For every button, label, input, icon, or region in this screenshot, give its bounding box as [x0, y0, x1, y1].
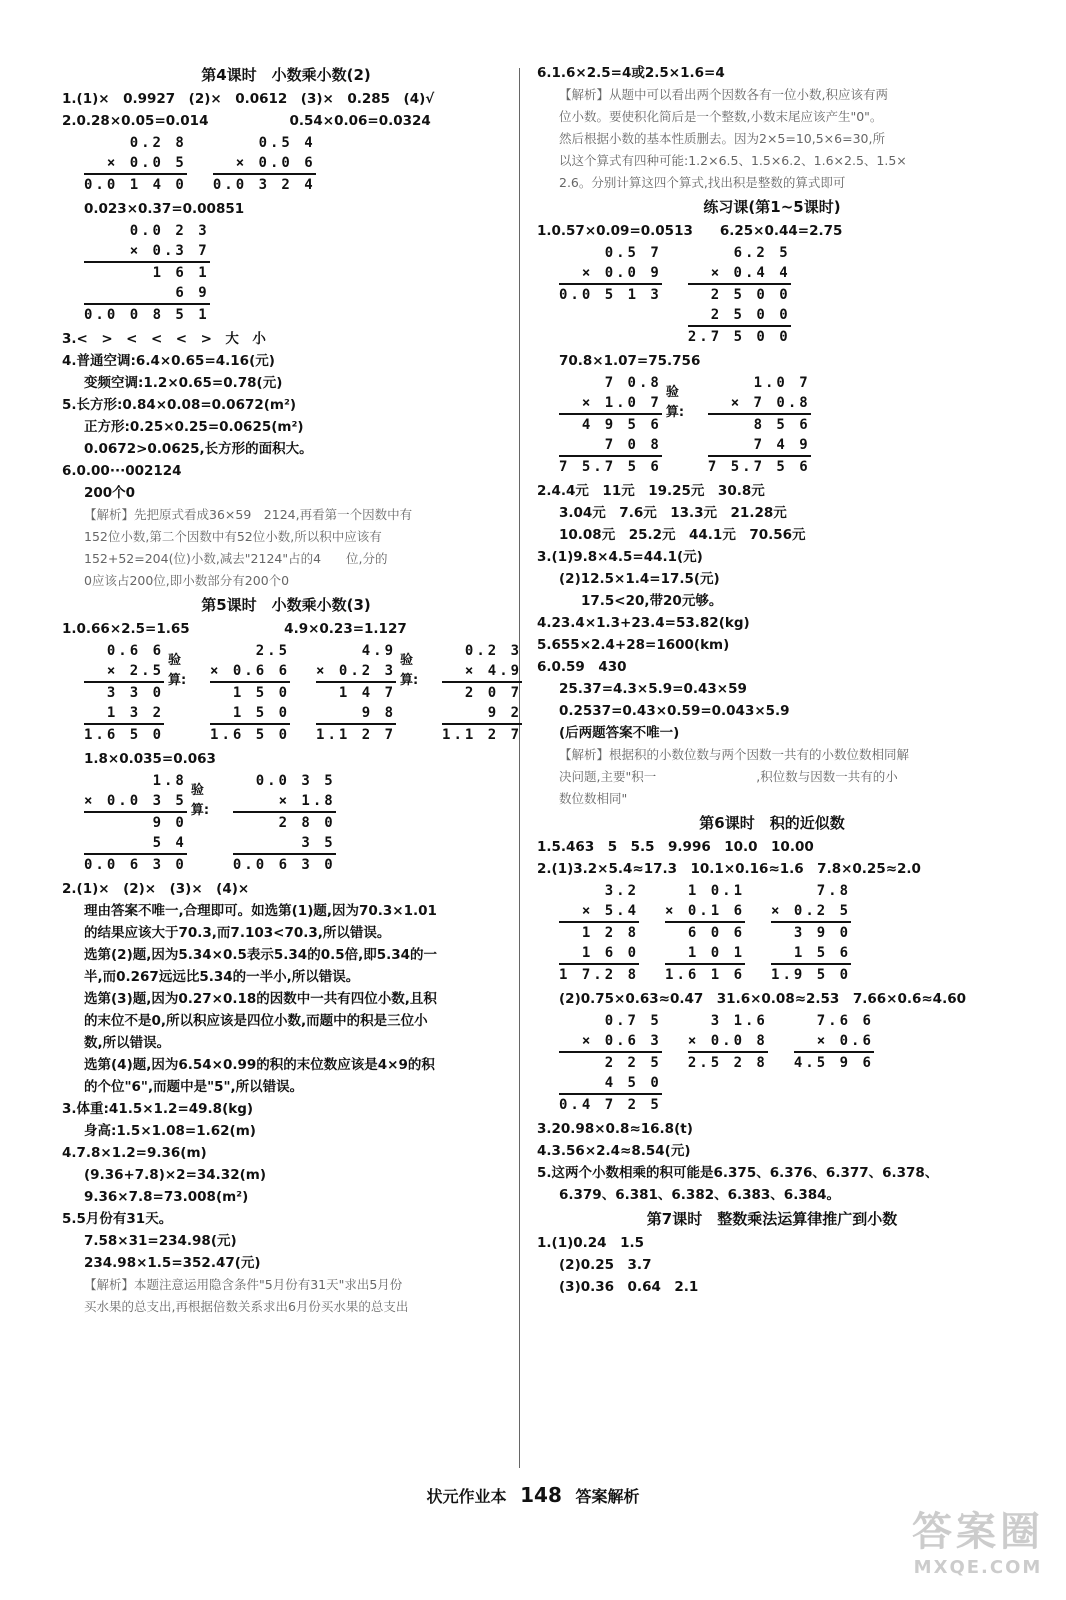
calc-row: 6 9 — [84, 283, 210, 305]
calc-row: × 0.0 5 — [84, 153, 187, 175]
calc-row: 0.7 5 — [604, 1013, 662, 1029]
analysis-note: 买水果的总支出,再根据倍数关系求出6月份买水果的总支出 — [84, 1299, 409, 1314]
answer-line: 9.36×7.8=73.008(m²) — [84, 1189, 249, 1205]
calc-row: 1 7.2 8 — [559, 967, 640, 983]
vertical-calculation — [84, 771, 187, 875]
watermark-url: MXQE.COM — [913, 1557, 1043, 1578]
answer-line: 3.体重:41.5×1.2=49.8(kg) — [62, 1101, 254, 1117]
calc-row: × 0.6 6 — [210, 661, 290, 683]
answer-line: 0.2537=0.43×0.59=0.043×5.9 — [559, 703, 790, 719]
calc-row: 7 4 9 — [708, 435, 811, 457]
answer-line: 1.5.463 5 5.5 9.996 10.0 10.00 — [537, 839, 814, 855]
answer-line: (2)0.25 3.7 — [559, 1257, 652, 1273]
analysis-note: 然后根据小数的基本性质删去。因为2×5=10,5×6=30,所 — [559, 131, 885, 146]
calc-row: × 0.0 8 — [688, 1031, 768, 1053]
calc-row: 1.6 5 0 — [84, 727, 165, 743]
calc-row: 7 5.7 5 6 — [559, 459, 662, 475]
vertical-calculation — [708, 373, 811, 477]
calc-row: 2 8 0 — [278, 815, 336, 831]
answer-line: 1.(1)× 0.9927 (2)× 0.0612 (3)× 0.285 (4)√ — [62, 91, 435, 107]
calc-row: 0.0 0 8 5 1 — [84, 307, 210, 323]
calc-row: 0.0 3 5 — [255, 773, 336, 789]
calc-row: 7 5.7 5 6 — [707, 459, 811, 475]
calc-row: 2.7 5 0 0 — [687, 329, 791, 345]
answer-line: 5.5月份有31天。 — [62, 1211, 173, 1227]
calc-row: 1.9 5 0 — [771, 967, 852, 983]
calc-row: 4 5 0 — [559, 1073, 662, 1095]
footer-title: 答案解析 — [575, 1487, 640, 1506]
calc-row: 2 0 7 — [464, 685, 523, 701]
calc-row: 0.2 3 — [464, 643, 523, 659]
calc-row: × 5.4 — [559, 901, 639, 923]
vertical-calculation-group — [62, 221, 510, 325]
calc-row: 0.0 2 3 — [129, 223, 210, 239]
vertical-calculation — [442, 641, 522, 745]
calc-row: 7 0 8 — [559, 435, 662, 457]
answer-line: 的结果应该大于70.3,而7.103<70.3,所以错误。 — [84, 925, 391, 941]
vertical-calculation — [688, 1011, 768, 1073]
answer-line: (9.36+7.8)×2=34.32(m) — [84, 1167, 266, 1183]
analysis-note: 【解析】本题注意运用隐含条件"5月份有31天"求出5月份 — [84, 1277, 403, 1292]
answer-line: 5.长方形:0.84×0.08=0.0672(m²) — [62, 397, 297, 413]
vertical-calculation — [688, 243, 791, 347]
calc-row: × 1.8 — [233, 791, 336, 813]
calc-row: 7.6 6 — [816, 1013, 874, 1029]
answer-line: 身高:1.5×1.08=1.62(m) — [84, 1123, 256, 1139]
answer-line: 6.1.6×2.5=4或2.5×1.6=4 — [537, 65, 725, 81]
answer-line: 的个位"6",而题中是"5",所以错误。 — [84, 1079, 304, 1095]
answer-line: 1.8×0.035=0.063 — [84, 751, 216, 767]
analysis-note: 【解析】从题中可以看出两个因数各有一位小数,积应该有两 — [559, 87, 888, 102]
answer-line: 4.普通空调:6.4×0.65=4.16(元) — [62, 353, 275, 369]
answer-line: (2)12.5×1.4=17.5(元) — [559, 571, 720, 587]
calc-row: 9 0 — [152, 815, 187, 831]
answer-line: 2.(1)3.2×5.4≈17.3 10.1×0.16≈1.6 7.8×0.25≈2.0 — [537, 861, 921, 877]
section-heading: 第5课时 小数乘小数(3) — [201, 596, 371, 614]
answer-line: 1.0.66×2.5=1.65 4.9×0.23=1.127 — [62, 621, 407, 637]
answer-line: 2.0.28×0.05=0.014 0.54×0.06=0.0324 — [62, 113, 431, 129]
calc-row: × 0.0 3 5 — [84, 791, 187, 813]
calc-row: 7 0.8 — [604, 375, 662, 391]
answer-line: 17.5<20,带20元够。 — [581, 593, 723, 609]
check-label: 验算: — [190, 783, 210, 818]
calc-row: 6.2 5 — [733, 245, 791, 261]
calc-row: 1 5 0 — [210, 703, 290, 725]
answer-line: (后两题答案不唯一) — [559, 725, 680, 741]
calc-row: × 0.6 3 — [559, 1031, 662, 1053]
analysis-note: 决问题,主要"积一 ,积位数与因数一共有的小 — [559, 769, 898, 784]
vertical-calculation — [233, 771, 336, 875]
calc-row: 2.5 2 8 — [687, 1055, 768, 1071]
answer-line: 6.0.00···002124 — [62, 463, 182, 479]
calc-row: × 0.0 9 — [559, 263, 662, 285]
vertical-calculation-group — [62, 641, 523, 745]
calc-row: 2 2 5 — [604, 1055, 662, 1071]
check-label: 验算: — [665, 385, 685, 420]
calc-row: 1 2 8 — [581, 925, 640, 941]
section-heading: 练习课(第1~5课时) — [703, 198, 841, 216]
right-column — [537, 62, 1007, 1298]
calc-row: 0.0 5 1 3 — [559, 287, 662, 303]
analysis-note: 以这个算式有四种可能:1.2×6.5、1.5×6.2、1.6×2.5、1.5× — [559, 153, 907, 168]
answer-line: 2.(1)× (2)× (3)× (4)× — [62, 881, 250, 897]
calc-row: 1.8 — [152, 773, 187, 789]
answer-line: (3)0.36 0.64 2.1 — [559, 1279, 699, 1295]
watermark-logo — [912, 1500, 1044, 1578]
vertical-calculation — [559, 881, 639, 985]
calc-row: 1 3 2 — [84, 703, 164, 725]
calc-row: 0.0 6 3 0 — [232, 857, 336, 873]
calc-row: 1 0 1 — [665, 943, 745, 965]
watermark-text: 答案圈 — [912, 1509, 1044, 1555]
calc-row: 0.0 6 3 0 — [84, 857, 187, 873]
vertical-calculation — [771, 881, 851, 985]
answer-line: (2)0.75×0.63≈0.47 31.6×0.08≈2.53 7.66×0.6≈4.60 — [559, 991, 966, 1007]
answer-line: 6.0.59 430 — [537, 659, 627, 675]
check-label: 验算: — [168, 653, 187, 688]
answer-line: 选第(2)题,因为5.34×0.5表示5.34的0.5倍,即5.34的一 — [84, 947, 438, 963]
analysis-note: 【解析】根据积的小数位数与两个因数一共有的小数位数相同解 — [559, 747, 910, 762]
answer-line: 选第(4)题,因为6.54×0.99的积的末位数应该是4×9的积 — [84, 1057, 435, 1073]
vertical-calculation-group — [537, 243, 1007, 347]
left-column — [62, 62, 523, 1318]
calc-row: × 4.9 — [442, 661, 522, 683]
vertical-calculation — [84, 133, 187, 195]
calc-row: 8 5 6 — [753, 417, 811, 433]
answer-line: 变频空调:1.2×0.65=0.78(元) — [84, 375, 283, 391]
answer-line: 70.8×1.07=75.756 — [559, 353, 701, 369]
vertical-calculation — [794, 1011, 874, 1073]
answer-line: 2.4.4元 11元 19.25元 30.8元 — [537, 483, 765, 499]
answer-line: 200个0 — [84, 485, 136, 501]
answer-line: 3.< > < < < > 大 小 — [62, 331, 266, 347]
calc-row: 5 4 — [84, 833, 187, 855]
calc-row: 1 0.1 — [687, 883, 746, 899]
answer-line: 234.98×1.5=352.47(元) — [84, 1255, 261, 1271]
calc-row: 4 9 5 6 — [581, 417, 662, 433]
analysis-note: 152+52=204(位)小数,减去"2124"占的4 位,分的 — [84, 551, 388, 566]
page-number: 148 — [520, 1483, 562, 1507]
answer-line: 0.0672>0.0625,长方形的面积大。 — [84, 441, 313, 457]
answer-line: 5.655×2.4+28=1600(km) — [537, 637, 730, 653]
calc-row: 0.5 4 — [258, 135, 316, 151]
answer-line: 4.3.56×2.4≈8.54(元) — [537, 1143, 691, 1159]
calc-row: 1.1 2 7 — [316, 727, 397, 743]
calc-row: 3 3 0 — [106, 685, 165, 701]
vertical-calculation — [213, 133, 316, 195]
calc-row: 0.0 3 2 4 — [212, 177, 316, 193]
answer-line: 10.08元 25.2元 44.1元 70.56元 — [559, 527, 806, 543]
answer-line: 25.37=4.3×5.9=0.43×59 — [559, 681, 747, 697]
calc-row: 3 1.6 — [710, 1013, 768, 1029]
answer-line: 1.(1)0.24 1.5 — [537, 1235, 644, 1251]
answer-line: 6.379、6.381、6.382、6.383、6.384。 — [559, 1187, 841, 1203]
calc-row: 0.4 7 2 5 — [559, 1097, 662, 1113]
calc-row: × 0.4 4 — [688, 263, 791, 285]
calc-row: 4.9 — [361, 643, 397, 659]
vertical-calculation-group — [537, 881, 1007, 985]
calc-row: 1 4 7 — [338, 685, 397, 701]
answer-line: 数,所以错误。 — [84, 1035, 171, 1051]
calc-row: 1 6 0 — [559, 943, 639, 965]
answer-line: 4.23.4×1.3+23.4=53.82(kg) — [537, 615, 750, 631]
calc-row: 7.8 — [816, 883, 852, 899]
analysis-note: 位小数。要使积化简后是一个整数,小数末尾应该产生"0"。 — [559, 109, 883, 124]
answer-line: 0.023×0.37=0.00851 — [84, 201, 245, 217]
answer-line: 理由答案不唯一,合理即可。如选第(1)题,因为70.3×1.01 — [84, 903, 437, 919]
calc-row: 1 5 0 — [232, 685, 291, 701]
calc-row: 0.6 6 — [106, 643, 165, 659]
answer-line: 选第(3)题,因为0.27×0.18的因数中一共有四位小数,且积 — [84, 991, 437, 1007]
calc-row: × 0.6 — [794, 1031, 874, 1053]
vertical-calculation-group — [62, 771, 510, 875]
section-heading: 第6课时 积的近似数 — [699, 814, 845, 832]
answer-line: 3.20.98×0.8≈16.8(t) — [537, 1121, 693, 1137]
calc-row: 4.5 9 6 — [793, 1055, 874, 1071]
answer-line: 3.04元 7.6元 13.3元 21.28元 — [559, 505, 787, 521]
calc-row: 6 0 6 — [687, 925, 746, 941]
calc-row: × 0.2 5 — [771, 901, 851, 923]
calc-row: × 0.2 3 — [316, 661, 396, 683]
calc-row: × 0.3 7 — [84, 241, 210, 263]
vertical-calculation — [665, 881, 745, 985]
calc-row: 2 5 0 0 — [710, 287, 791, 303]
calc-row: × 0.1 6 — [665, 901, 745, 923]
calc-row: × 0.0 6 — [213, 153, 316, 175]
vertical-calculation — [84, 641, 164, 745]
answer-line: 的末位不是0,所以积应该是四位小数,而题中的积是三位小 — [84, 1013, 428, 1029]
page-footer — [0, 1483, 1066, 1507]
analysis-note: 152位小数,第二个因数中有52位小数,所以积中应该有 — [84, 529, 382, 544]
calc-row: 1 5 6 — [771, 943, 851, 965]
vertical-calculation — [559, 373, 662, 477]
section-heading: 第4课时 小数乘小数(2) — [201, 66, 371, 84]
calc-row: 1.6 1 6 — [665, 967, 746, 983]
calc-row: × 1.0 7 — [559, 393, 662, 415]
calc-row: 0.2 8 — [129, 135, 187, 151]
calc-row: 3 5 — [233, 833, 336, 855]
analysis-note: 0应该占200位,即小数部分有200个0 — [84, 573, 290, 588]
calc-row: 1.6 5 0 — [210, 727, 291, 743]
calc-row: 3 9 0 — [793, 925, 852, 941]
answer-line: 正方形:0.25×0.25=0.0625(m²) — [84, 419, 304, 435]
calc-row: 1.0 7 — [753, 375, 811, 391]
vertical-calculation — [559, 243, 662, 305]
calc-row: 2 5 0 0 — [688, 305, 791, 327]
vertical-calculation — [316, 641, 396, 745]
vertical-calculation — [210, 641, 290, 745]
calc-row: 1 6 1 — [152, 265, 210, 281]
calc-row: × 7 0.8 — [708, 393, 811, 415]
analysis-note: 数位数相同" — [559, 791, 628, 806]
vertical-calculation — [84, 221, 210, 325]
footer-brand: 状元作业本 — [426, 1487, 507, 1506]
calc-row: 0.0 1 4 0 — [84, 177, 187, 193]
calc-row: 0.5 7 — [604, 245, 662, 261]
calc-row: 3.2 — [604, 883, 640, 899]
vertical-calculation-group — [537, 1011, 1007, 1115]
vertical-calculation-group — [62, 133, 510, 195]
answer-line: 3.(1)9.8×4.5=44.1(元) — [537, 549, 703, 565]
analysis-note: 2.6。分别计算这四个算式,找出积是整数的算式即可 — [559, 175, 846, 190]
answer-line: 5.这两个小数相乘的积可能是6.375、6.376、6.377、6.378、 — [537, 1165, 939, 1181]
column-divider — [519, 68, 520, 1468]
calc-row: 2.5 — [255, 643, 291, 659]
calc-row: 9 8 — [316, 703, 396, 725]
section-heading: 第7课时 整数乘法运算律推广到小数 — [646, 1210, 898, 1228]
analysis-note: 【解析】先把原式看成36×59 2124,再看第一个因数中有 — [84, 507, 413, 522]
calc-row: × 2.5 — [84, 661, 164, 683]
calc-row: 9 2 — [442, 703, 522, 725]
vertical-calculation-group — [537, 373, 1007, 477]
answer-line: 4.7.8×1.2=9.36(m) — [62, 1145, 207, 1161]
answer-line: 7.58×31=234.98(元) — [84, 1233, 237, 1249]
calc-row: 1.1 2 7 — [442, 727, 523, 743]
check-label: 验算: — [400, 653, 419, 688]
answer-line: 半,而0.267远远比5.34的一半小,所以错误。 — [84, 969, 360, 985]
answer-line: 1.0.57×0.09=0.0513 6.25×0.44=2.75 — [537, 223, 843, 239]
vertical-calculation — [559, 1011, 662, 1115]
